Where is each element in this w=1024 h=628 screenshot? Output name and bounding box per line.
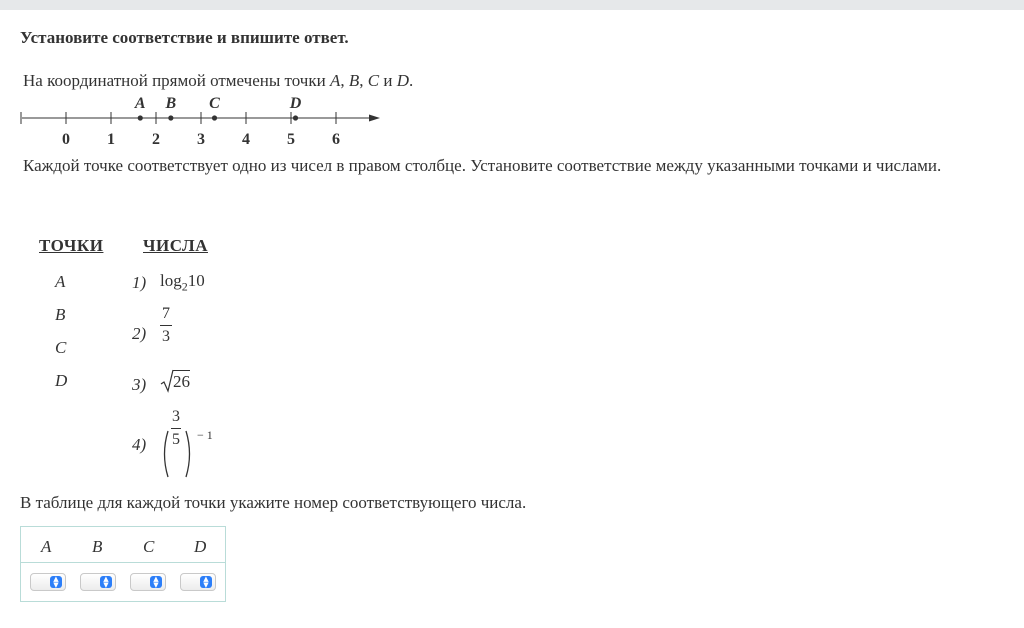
number-line-point-b: [168, 115, 173, 120]
option-2-numerator: 7: [162, 305, 170, 322]
number-line-point-a: [138, 115, 143, 120]
number-line-tick-label-4: 4: [242, 131, 250, 148]
points-column-header: ТОЧКИ: [39, 236, 104, 255]
answer-table: [20, 526, 226, 602]
point-c-label: C: [55, 338, 67, 357]
option-4-fraction: [171, 408, 181, 449]
right-paren-icon: [184, 430, 194, 478]
option-1-expression: $\log_210$: [160, 271, 205, 294]
select-chevron-icon: ▲ ▼: [200, 576, 212, 588]
number-line-tick-label-5: 5: [287, 131, 295, 148]
point-a-label: A: [55, 272, 66, 291]
answer-header-b: B: [92, 537, 103, 556]
number-line-point-label-b: B: [165, 95, 177, 112]
number-line-point-c: [212, 115, 217, 120]
numbers-column-header: ЧИСЛА: [143, 236, 208, 255]
option-4-number: 4): [132, 435, 147, 454]
number-line-tick-label-3: 3: [197, 131, 205, 148]
option-4-numerator: 3: [172, 408, 180, 425]
point-b-label: B: [55, 305, 66, 324]
option-4-denominator: 5: [172, 431, 180, 448]
select-chevron-icon: ▲ ▼: [100, 576, 112, 588]
option-4-exponent: − 1: [197, 428, 213, 442]
answer-header-a: A: [41, 537, 52, 556]
option-2-number: 2): [132, 324, 147, 343]
answer-select-a[interactable]: [30, 573, 66, 591]
answer-select-c[interactable]: [130, 573, 166, 591]
sqrt-sign-icon: [160, 369, 174, 393]
option-3-number: 3): [132, 375, 147, 394]
point-d-label: D: [55, 371, 68, 390]
number-line-tick-label-2: 2: [152, 131, 160, 148]
task-heading: Установите соответствие и впишите ответ.: [20, 28, 349, 47]
answer-header-c: C: [143, 537, 155, 556]
number-line: [20, 92, 390, 150]
number-line-tick-label-1: 1: [107, 131, 115, 148]
answer-select-d[interactable]: [180, 573, 216, 591]
task-paragraph: Каждой точке соответствует одно из чисел в правом столбце. Установите соответствие между указанными точками и числами.: [23, 156, 942, 175]
number-line-tick-label-0: 0: [62, 131, 70, 148]
select-chevron-icon: ▲ ▼: [50, 576, 62, 588]
number-line-arrow: [369, 115, 380, 122]
option-2-fraction: [160, 305, 172, 346]
intro-text: На координатной прямой отмечены точки A, B, C и D.: [23, 71, 414, 90]
top-bar: [0, 0, 1024, 10]
left-paren-icon: [160, 430, 170, 478]
option-4-expression: [160, 408, 230, 480]
option-3-radicand: 26: [173, 372, 190, 391]
instruction-text: В таблице для каждой точки укажите номер соответствующего числа.: [20, 493, 527, 512]
number-line-point-label-d: D: [289, 95, 302, 112]
option-2-denominator: 3: [162, 328, 170, 345]
number-line-point-d: [293, 115, 298, 120]
answer-select-b[interactable]: [80, 573, 116, 591]
select-chevron-icon: ▲ ▼: [150, 576, 162, 588]
number-line-tick-label-6: 6: [332, 131, 340, 148]
number-line-point-label-a: A: [134, 95, 146, 112]
option-1-number: 1): [132, 273, 147, 292]
number-line-point-label-c: C: [209, 95, 220, 112]
answer-header-d: D: [194, 537, 207, 556]
